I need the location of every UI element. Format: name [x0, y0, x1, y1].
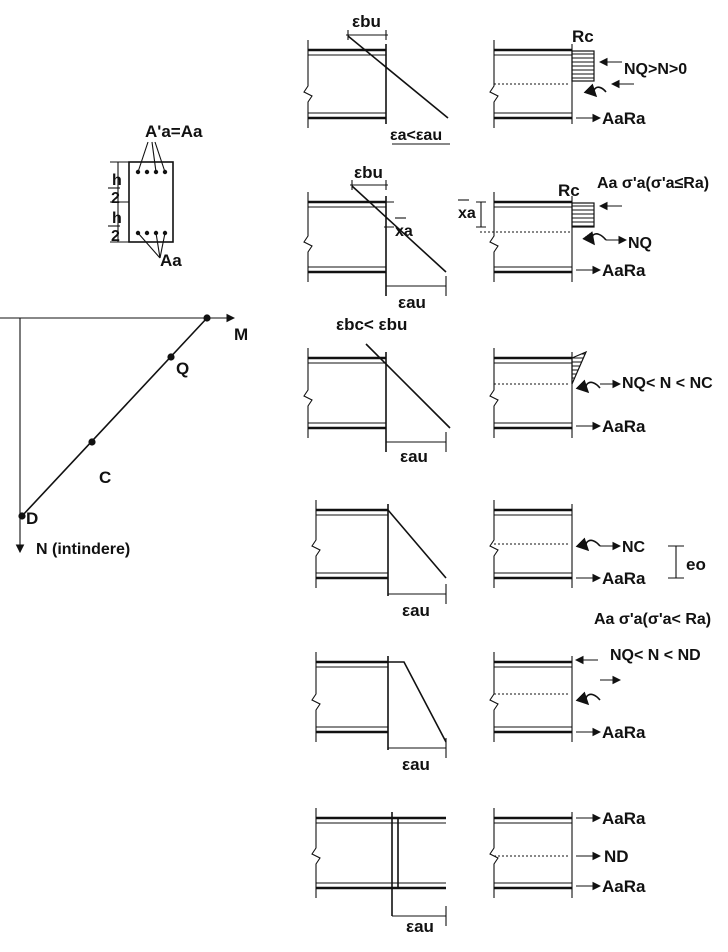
beam-inner: [494, 44, 572, 124]
point-d-label: D: [26, 509, 39, 528]
stage-2-strain: [304, 163, 446, 312]
beam-inner: [308, 207, 386, 267]
moment-arrow: [594, 87, 606, 96]
beam-break: [490, 192, 498, 282]
n-axis-label: N (intindere): [36, 541, 131, 558]
compression-block: [572, 203, 594, 227]
rebar-dot: [145, 170, 149, 174]
beam-edges: [316, 510, 388, 578]
beam-break: [490, 348, 498, 438]
beam-edges: [494, 510, 572, 578]
steel-force-label: AaRa: [602, 877, 646, 896]
section-top-steel-label: A'a=Aa: [145, 122, 203, 141]
stage-5-strain: [312, 652, 446, 774]
beam-break: [304, 192, 312, 282]
cross-section: [108, 122, 203, 270]
axial-label: NQ: [628, 235, 652, 252]
top-steel-leader: [138, 142, 165, 172]
beam-break: [490, 652, 498, 742]
beam-break: [304, 40, 312, 128]
steel-top-label: Aa σ'a(σ'a< Ra): [594, 611, 712, 628]
beam-inner: [308, 363, 386, 423]
interaction-curve: [22, 318, 207, 516]
beam-inner: [494, 812, 572, 898]
steel-top-label: Aa σ'a(σ'a≤Ra): [597, 175, 710, 192]
beam-inner: [316, 515, 388, 573]
m-axis-label: M: [234, 325, 249, 344]
strain-bottom-label: εau: [402, 755, 430, 774]
beam-inner: [494, 504, 572, 588]
beam-inner: [494, 352, 572, 438]
section-bottom-steel-label: Aa: [160, 251, 182, 270]
steel-force-label: AaRa: [602, 723, 646, 742]
point-c-label: C: [99, 468, 112, 487]
beam-break: [490, 808, 498, 898]
strain-top-label: εbc< εbu: [336, 315, 408, 334]
beam-inner: [316, 667, 388, 727]
stage-3-strain: [304, 315, 450, 466]
point-q-label: Q: [176, 359, 190, 378]
steel-force-top-label: AaRa: [602, 809, 646, 828]
beam-break: [312, 500, 320, 588]
rc-label: Rc: [558, 181, 580, 200]
strain-bottom-label: εau: [400, 447, 428, 466]
depth-label-right: xa: [458, 205, 476, 222]
stage-5-forces: [490, 611, 711, 742]
moment-arrow: [592, 234, 606, 244]
rebar-dot: [145, 231, 149, 235]
beam-inner: [494, 656, 572, 742]
steel-force-label: AaRa: [602, 417, 646, 436]
beam-break: [312, 808, 320, 898]
strain-line: [348, 36, 448, 118]
beam-break: [304, 348, 312, 438]
steel-force-label: AaRa: [602, 569, 646, 588]
rc-label: Rc: [572, 27, 594, 46]
half-height-bot-h: h: [112, 210, 122, 227]
beam-edges: [308, 358, 386, 428]
stage-1-strain: [304, 12, 450, 144]
axial-label: NQ< N < NC: [622, 375, 713, 392]
half-height-top-2: 2: [111, 190, 120, 207]
stage-1-forces: [490, 27, 687, 128]
strain-bottom-label: εau: [398, 293, 426, 312]
strain-line: [388, 662, 446, 742]
eccentricity-label: eo: [686, 555, 706, 574]
half-height-bot-2: 2: [111, 228, 120, 245]
strain-line: [388, 510, 446, 578]
axial-label: ND: [604, 847, 629, 866]
axial-label: NQ>N>0: [624, 61, 688, 78]
compression-block: [572, 51, 594, 81]
steel-force-label: AaRa: [602, 261, 646, 280]
compression-triangle: [572, 352, 586, 384]
stage-3-forces: [490, 348, 713, 438]
interaction-diagram: [0, 314, 248, 558]
axial-label: NQ< N < ND: [610, 647, 701, 664]
stage-4-forces: [490, 500, 706, 588]
point-c-marker: [88, 438, 95, 445]
steel-force-label: AaRa: [602, 109, 646, 128]
beam-edges: [494, 818, 572, 888]
beam-edges: [308, 50, 386, 118]
beam-edges: [316, 818, 446, 888]
strain-bottom-label: εau: [402, 601, 430, 620]
beam-break: [312, 652, 320, 742]
beam-edges: [494, 662, 572, 732]
beam-inner: [316, 823, 446, 883]
half-height-top-h: h: [112, 172, 122, 189]
strain-line: [366, 344, 450, 428]
moment-arrow: [586, 382, 600, 392]
point-q-marker: [167, 353, 174, 360]
depth-dim: [476, 202, 486, 227]
moment-arrow: [586, 540, 600, 550]
section-rectangle: [129, 162, 173, 242]
beam-edges: [316, 662, 388, 732]
beam-edges: [494, 202, 572, 272]
beam-edges: [308, 202, 386, 272]
strain-top-label: εbu: [354, 163, 383, 182]
point-origin-marker: [203, 314, 210, 321]
eccentricity-dim: [668, 546, 684, 578]
beam-edges: [494, 50, 572, 118]
stage-4-strain: [312, 500, 446, 620]
beam-edges: [494, 358, 572, 428]
depth-label: xa: [395, 223, 413, 240]
strain-bottom-label: εau: [406, 917, 434, 936]
beam-inner: [308, 55, 386, 113]
moment-arrow: [586, 694, 600, 704]
strain-bottom-label: εa<εau: [390, 127, 443, 144]
stage-6-forces: [490, 808, 646, 898]
point-d-marker: [18, 512, 25, 519]
axial-label: NC: [622, 539, 646, 556]
stage-6-strain: [312, 808, 446, 936]
stage-2-forces: [458, 175, 709, 282]
strain-top-label: εbu: [352, 12, 381, 31]
beam-inner: [494, 196, 572, 282]
